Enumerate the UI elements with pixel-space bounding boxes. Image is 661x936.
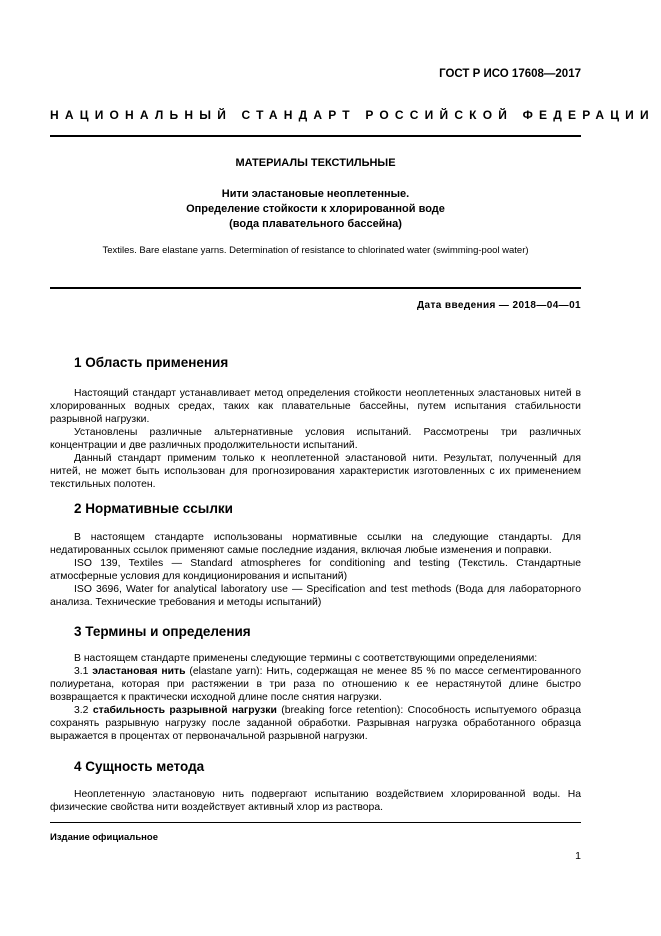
- paragraph: В настоящем стандарте использованы нормативные ссылки на следующие стандарты. Для недатированных ссылок применяют самые последние издания, включая любые изменения и поправки.: [50, 532, 581, 556]
- paragraph: Установлены различные альтернативные условия испытаний. Рассмотрены три различных концентрации и две различных продолжительности испытаний.: [50, 427, 581, 451]
- reference-iso-139: ISO 139, Textiles — Standard atmospheres for conditioning and testing (Текстиль. Стандартные атмосферные условия для кондиционирования и испытаний): [50, 558, 581, 582]
- document-code: ГОСТ Р ИСО 17608—2017: [439, 68, 581, 80]
- subtitle-line-2: Определение стойкости к хлорированной воде: [186, 203, 445, 215]
- section-terms-definitions: [50, 624, 581, 743]
- introduction-date: Дата введения — 2018—04—01: [416, 300, 581, 311]
- subtitle-line-3: (вода плавательного бассейна): [229, 218, 402, 230]
- reference-iso-3696: ISO 3696, Water for analytical laboratory use — Specification and test methods (Вода для лабораторного анализа. Технические требования и методы испытаний): [50, 584, 581, 608]
- section-title: 3 Термины и определения: [74, 624, 251, 639]
- subtitle-line-1: Нити эластановые неоплетенные.: [221, 188, 410, 200]
- document-title: МАТЕРИАЛЫ ТЕКСТИЛЬНЫЕ: [235, 157, 396, 169]
- official-edition-note: Издание официальное: [50, 832, 158, 843]
- term-text: (elastane yarn): Нить, содержащая не менее 85 % по массе сегментированного полиуретана, которая при растяжении в три раза по отношению к ее нерастянутой длине быстро возвращается к практически исходной длине после снятия нагрузки.: [50, 666, 581, 703]
- top-divider: [50, 135, 581, 137]
- section-title: 1 Область применения: [74, 355, 229, 370]
- section-normative-references: [50, 501, 581, 609]
- section-method-principle: [50, 759, 581, 814]
- paragraph: Неоплетенную эластановую нить подвергают испытанию воздействием хлорированной воды. На физические свойства нити воздействует активный хлор из раствора.: [50, 789, 581, 813]
- section-title: 2 Нормативные ссылки: [74, 501, 233, 516]
- section-scope: [50, 355, 581, 491]
- term-definition: [50, 704, 581, 743]
- title-divider: [50, 287, 581, 289]
- paragraph: Настоящий стандарт устанавливает метод определения стойкости неоплетенных эластановых нитей в хлорированных водных средах, таких как плавательные бассейны, путем испытания стабильности разрывной нагрузки.: [50, 388, 581, 425]
- term-name: эластановая нить: [92, 666, 186, 677]
- footer-divider: [50, 822, 581, 823]
- term-name: стабильность разрывной нагрузки: [92, 705, 277, 716]
- term-number: 3.1: [74, 666, 93, 677]
- section-title: 4 Сущность метода: [74, 759, 205, 774]
- term-definition: [50, 665, 581, 704]
- term-number: 3.2: [74, 705, 93, 716]
- national-standard-heading: НАЦИОНАЛЬНЫЙ СТАНДАРТ РОССИЙСКОЙ ФЕДЕРАЦИИ: [50, 108, 655, 122]
- paragraph: Данный стандарт применим только к неоплетенной эластановой нити. Результат, полученный для нитей, не может быть использован для прогнозирования характеристик изготовленных с их применением текстильных полотен.: [50, 453, 581, 490]
- paragraph: В настоящем стандарте применены следующие термины с соответствующими определениями:: [74, 653, 538, 664]
- english-title: Textiles. Bare elastane yarns. Determination of resistance to chlorinated water (swimming-pool water): [102, 245, 529, 256]
- page-number: 1: [575, 850, 581, 862]
- document-subtitle: [50, 187, 581, 232]
- term-text: (breaking force retention): Способность испытуемого образца сохранять разрывную нагрузку после заданной обработки. Разрывная нагрузка обработанного образца выражается в процентах от первоначальной разрывной нагрузки.: [50, 705, 581, 742]
